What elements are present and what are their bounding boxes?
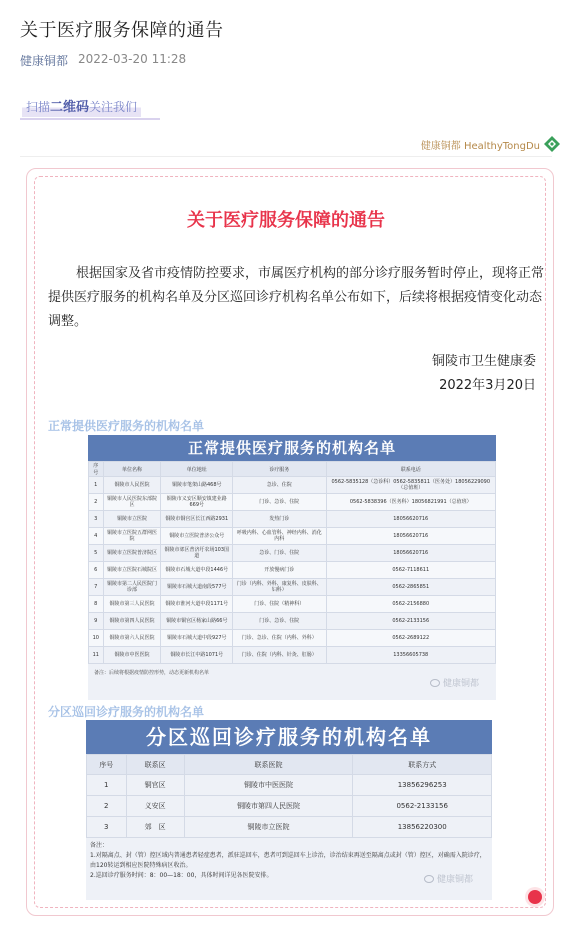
table-row: [87, 796, 492, 817]
table-cell: 门诊、住院（内科、针灸、肛肠）: [233, 647, 326, 664]
qr-underline: [20, 118, 160, 120]
table-cell: 铜陵市石城大道南段577号: [161, 579, 233, 596]
table-cell: 呼吸内科、心血管科、神经内科、消化内科: [233, 528, 326, 545]
table-cell: 2: [87, 796, 127, 817]
brand-logo-icon: [544, 136, 560, 152]
column-header: 序号: [87, 755, 127, 775]
table-row: [89, 596, 496, 613]
table-cell: 0562-2689122: [326, 630, 496, 647]
column-header: 序号: [89, 462, 104, 477]
column-header: 联系医院: [184, 755, 353, 775]
table-cell: 18056620716: [326, 511, 496, 528]
table-row: [89, 511, 496, 528]
column-header: 单位名称: [103, 462, 161, 477]
table-cell: 铜陵市第四人民医院: [184, 796, 353, 817]
table-cell: 铜陵市淮河大道中段1171号: [161, 596, 233, 613]
notice-date: 2022年3月20日: [439, 378, 536, 393]
table-cell: 3: [89, 511, 104, 528]
table-row: [89, 494, 496, 511]
institution-table-image: [88, 435, 496, 700]
table-cell: 铜陵市第二人民医院门诊部: [103, 579, 161, 596]
roving-table-title: 分区巡回诊疗服务的机构名单: [86, 720, 492, 754]
brand-header: [421, 136, 560, 152]
table-cell: 铜陵市石城大道中段1446号: [161, 562, 233, 579]
like-heart-icon[interactable]: [528, 890, 542, 904]
table-cell: 铜陵市郊区普济圩农场103国道: [161, 545, 233, 562]
table-cell: 1: [87, 775, 127, 796]
table-cell: 0562-2133156: [326, 613, 496, 630]
table-cell: 11: [89, 647, 104, 664]
table-cell: 13356605738: [326, 647, 496, 664]
table-cell: 5: [89, 545, 104, 562]
table-cell: 0562-2156880: [326, 596, 496, 613]
column-header: 诊疗服务: [233, 462, 326, 477]
institution-table-title: 正常提供医疗服务的机构名单: [88, 435, 496, 461]
brand-label: 健康铜都 HealthyTongDu: [420, 140, 540, 152]
table-cell: 铜陵市铜官区杨家山路66号: [161, 613, 233, 630]
table-cell: 铜陵市长江中路1071号: [161, 647, 233, 664]
section2-label: 分区巡回诊疗服务的机构名单: [48, 705, 205, 719]
column-header: 联系方式: [353, 755, 492, 775]
table-cell: 铜陵市人民医院: [103, 477, 161, 494]
table-cell: 1: [89, 477, 104, 494]
institution-table: [88, 461, 496, 664]
table-cell: 0562-2133156: [353, 796, 492, 817]
table-cell: 急诊、住院: [233, 477, 326, 494]
table-row: [89, 528, 496, 545]
table-cell: 铜陵市立医院: [184, 817, 353, 838]
table-cell: 6: [89, 562, 104, 579]
table-cell: 2: [89, 494, 104, 511]
table-cell: 门诊、急诊、住院（内科、外科）: [233, 630, 326, 647]
table-row: [89, 613, 496, 630]
table-cell: 发热门诊: [233, 511, 326, 528]
table-cell: 铜陵市立医院普济院区: [103, 545, 161, 562]
roving-note-title: 备注：: [90, 842, 109, 849]
table-cell: 铜陵市第四人民医院: [103, 613, 161, 630]
table-cell: 急诊、门诊、住院: [233, 545, 326, 562]
column-header: 单位地址: [161, 462, 233, 477]
table-cell: 7: [89, 579, 104, 596]
qr-follow-tip: [22, 96, 141, 117]
table-cell: 义安区: [126, 796, 184, 817]
table-cell: 铜陵市铜官区长江西路2931: [161, 511, 233, 528]
table-row: [89, 630, 496, 647]
table-cell: 门诊、住院（精神科）: [233, 596, 326, 613]
table-cell: 0562-5835128（急诊科）0562-5835811（医务处）18056229090（总值班）: [326, 477, 496, 494]
table-cell: 铜陵市第六人民医院: [103, 630, 161, 647]
table-cell: 铜陵市义安区顺安镇建业路669号: [161, 494, 233, 511]
table-row: [87, 817, 492, 838]
roving-table: [86, 754, 492, 838]
chat-bubble-icon: [424, 875, 434, 883]
chat-bubble-icon: [430, 679, 440, 687]
table-row: [89, 477, 496, 494]
article-meta: [20, 52, 186, 69]
table-cell: 3: [87, 817, 127, 838]
column-header: 联系区: [126, 755, 184, 775]
roving-note-1: 1.对隔离点、封（管）控区域内普通患者轻症患者，派驻巡回车，患者可到巡回车上诊治，诊治结束再送至隔离点或封（管）控区，对确需入院诊疗，由120转运到相应医院特殊病区收治。: [90, 852, 486, 869]
qr-tip-prefix: 扫描: [26, 100, 51, 114]
watermark-2: [424, 872, 473, 885]
table-cell: 10: [89, 630, 104, 647]
table-cell: 门诊（内科、外科、康复科、皮肤科、妇科）: [233, 579, 326, 596]
table-cell: 门诊、急诊、住院: [233, 613, 326, 630]
table-cell: 开放慢病门诊: [233, 562, 326, 579]
table-cell: 铜陵市中医医院: [103, 647, 161, 664]
brand-divider: [20, 156, 552, 157]
notice-title: 关于医疗服务保障的通告: [187, 210, 385, 231]
table-cell: 18056620716: [326, 528, 496, 545]
table-cell: 铜陵市人民医院东部院区: [103, 494, 161, 511]
table-cell: 0562-7118611: [326, 562, 496, 579]
table-cell: 铜陵市第三人民医院: [103, 596, 161, 613]
table-row: [89, 545, 496, 562]
table-row: [87, 775, 492, 796]
column-header: 联系电话: [326, 462, 496, 477]
roving-note-2: 2.巡回诊疗服务时间：8：00—18：00，具体时间详见各医院安排。: [90, 872, 273, 879]
table-cell: 铜陵市中医医院: [184, 775, 353, 796]
watermark-2-text: 健康铜都: [437, 875, 474, 885]
article-title: 关于医疗服务保障的通告: [20, 20, 224, 41]
table-cell: 13856296253: [353, 775, 492, 796]
table-row: [89, 579, 496, 596]
table-cell: 郊 区: [126, 817, 184, 838]
qr-tip-suffix: 关注我们: [89, 100, 138, 114]
notice-issuer: 铜陵市卫生健康委: [431, 354, 536, 369]
table-cell: 8: [89, 596, 104, 613]
publish-time: 2022-03-20 11:28: [78, 52, 187, 66]
table-row: [89, 562, 496, 579]
table-cell: 铜官区: [126, 775, 184, 796]
watermark-1: [430, 676, 479, 689]
table-cell: 铜陵市立医院石城院区: [103, 562, 161, 579]
section1-label: 正常提供医疗服务的机构名单: [48, 419, 205, 433]
table-cell: 13856220300: [353, 817, 492, 838]
qr-tip-emph: 二维码: [50, 100, 90, 115]
author-link[interactable]: 健康铜都: [20, 54, 69, 68]
table-cell: 4: [89, 528, 104, 545]
table-cell: 门诊、急诊、住院: [233, 494, 326, 511]
table-cell: 0562-2865851: [326, 579, 496, 596]
institution-table-note: 备注：后续将根据疫情防控形势，动态更新机构名单: [94, 670, 210, 676]
table-cell: 铜陵市石城大道中段927号: [161, 630, 233, 647]
table-row: [89, 647, 496, 664]
table-cell: 18056620716: [326, 545, 496, 562]
table-cell: 0562-5838396（医务科）18056821991（总值班）: [326, 494, 496, 511]
table-cell: 铜陵市笔架山路468号: [161, 477, 233, 494]
table-cell: 9: [89, 613, 104, 630]
table-cell: 铜陵市立医院五群网医院: [103, 528, 161, 545]
watermark-1-text: 健康铜都: [443, 679, 480, 689]
notice-body: 根据国家及省市疫情防控要求，市属医疗机构的部分诊疗服务暂时停止，现将正常提供医疗服务的机构名单及分区巡回诊疗机构名单公布如下，后续将根据疫情变化动态调整。: [48, 266, 545, 329]
table-cell: 铜陵市立医院: [103, 511, 161, 528]
table-cell: 铜陵市立医院普济公众号: [161, 528, 233, 545]
